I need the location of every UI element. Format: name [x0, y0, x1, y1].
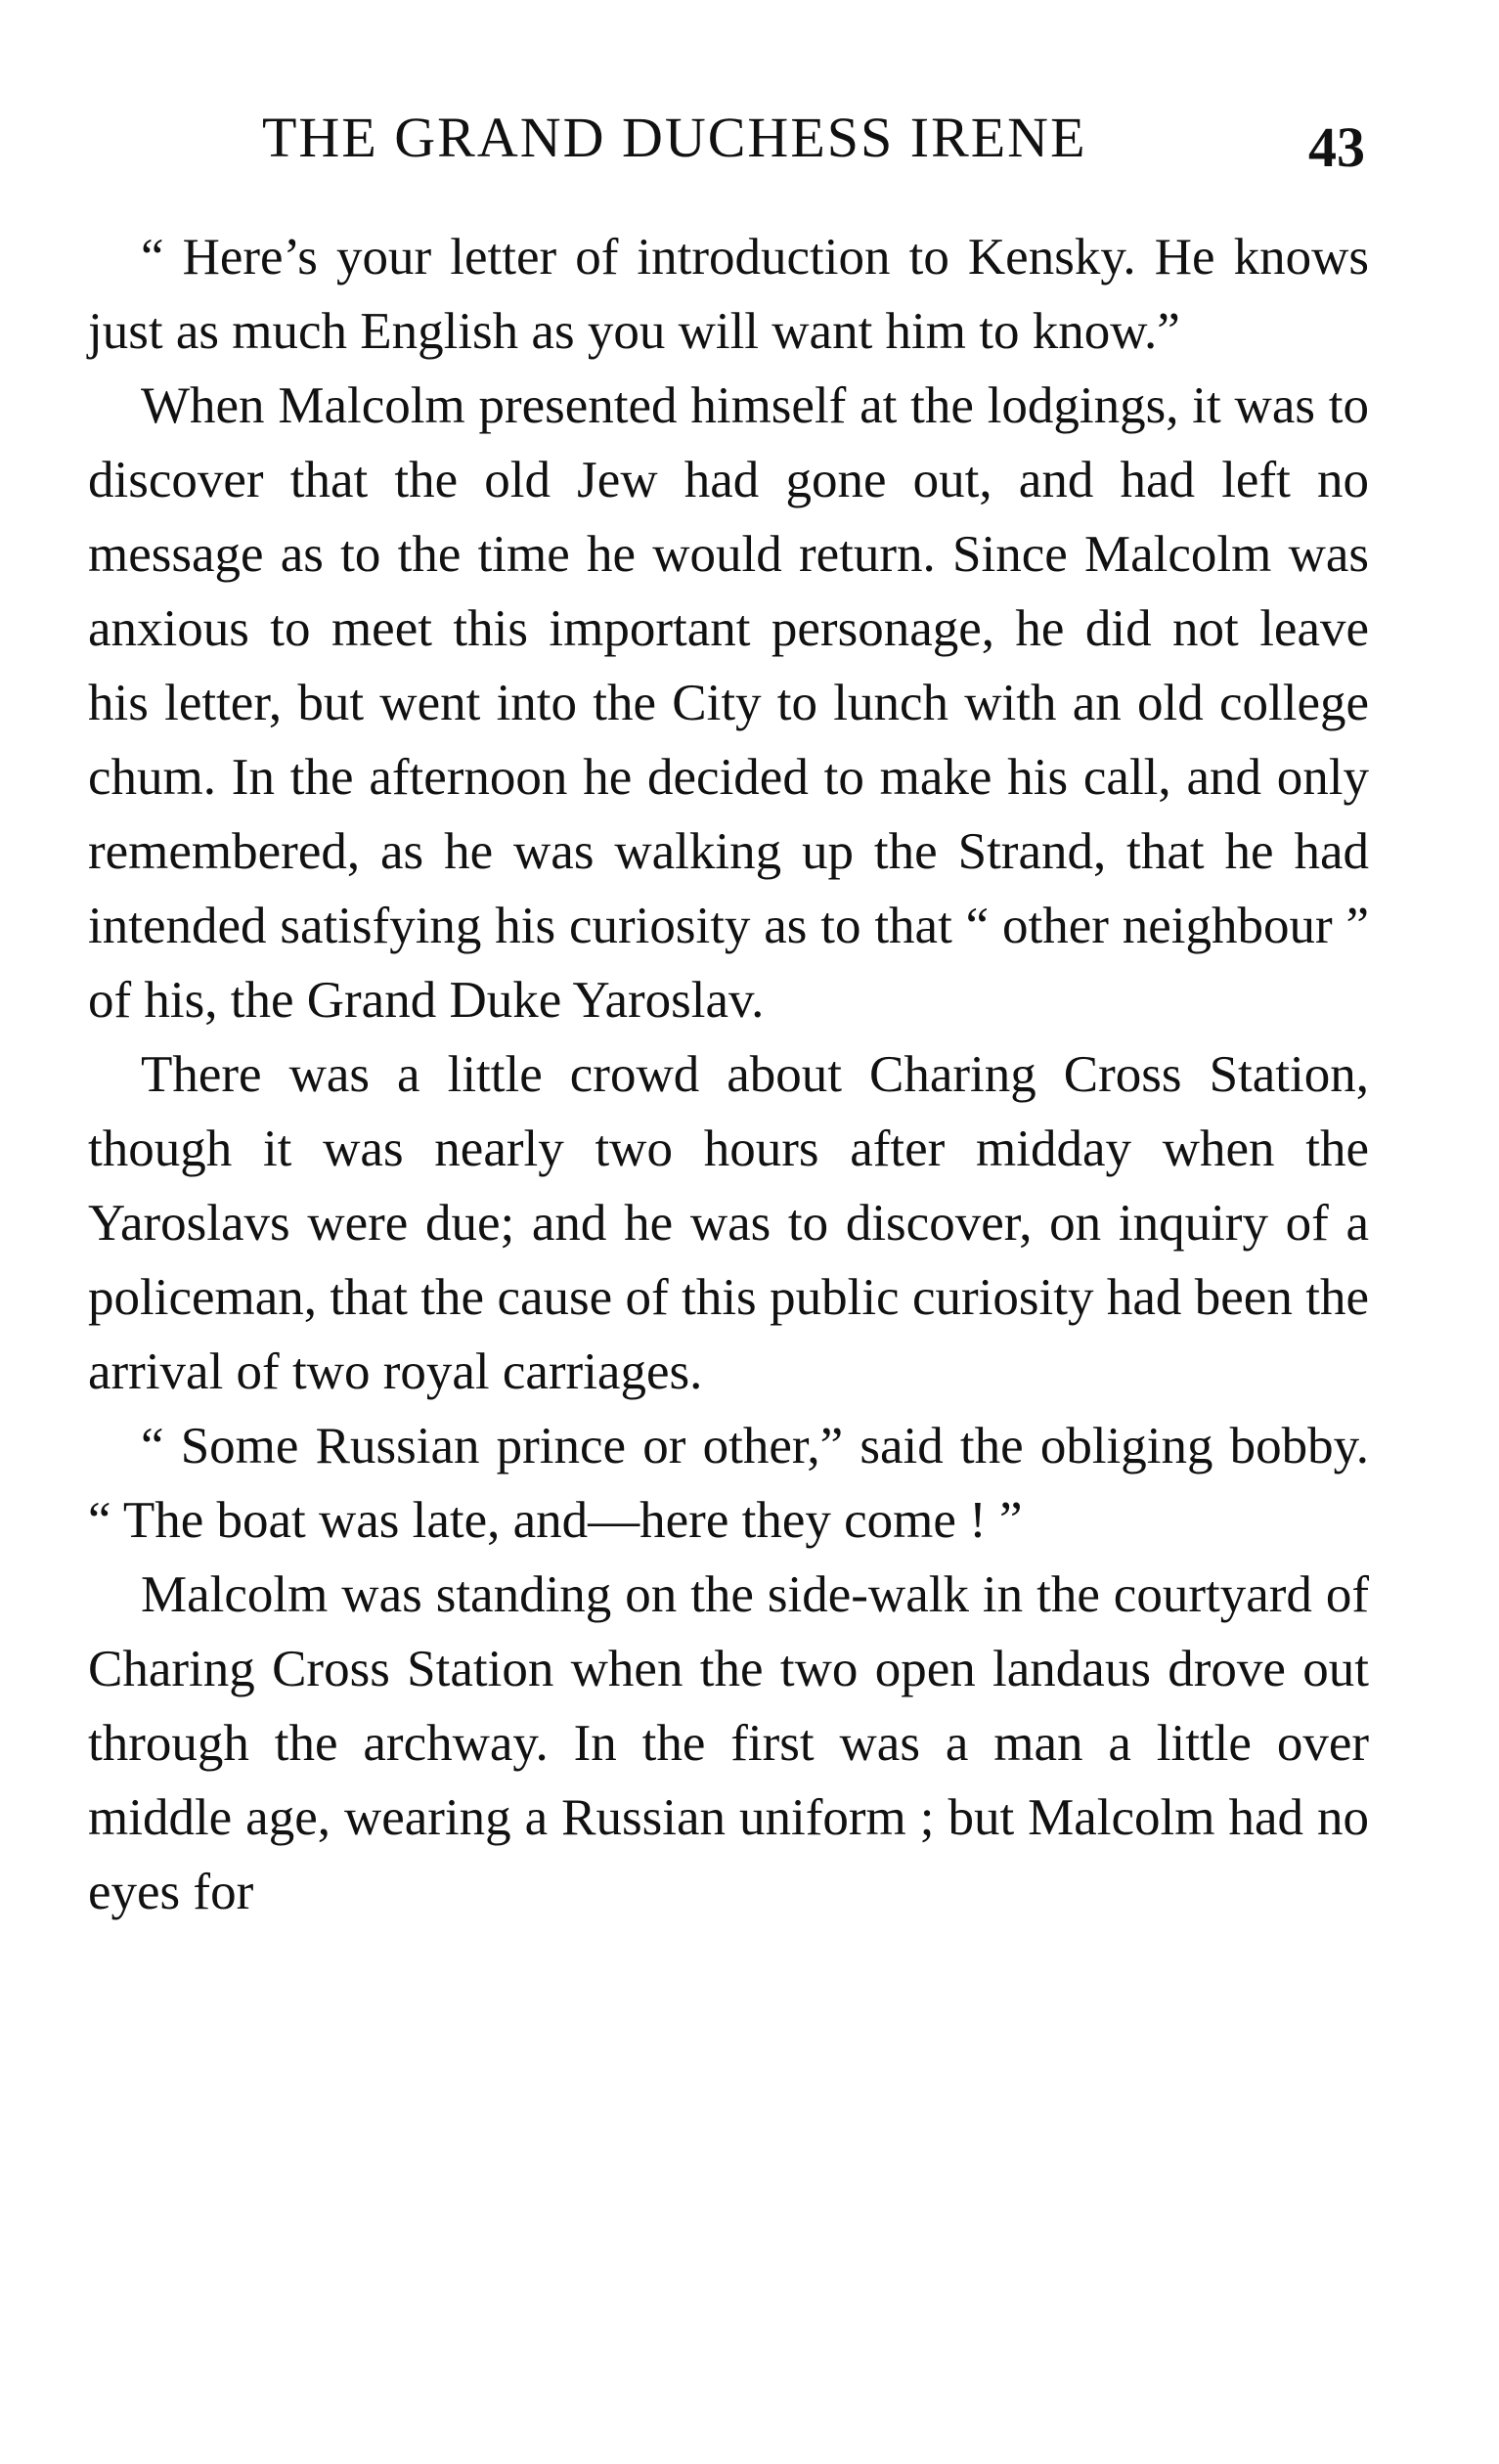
page-number: 43 — [1308, 115, 1365, 179]
paragraph: When Malcolm presented himself at the lodgings, it was to discover that the old Jew had gone out, and had left no message as to the time he would return. Since Malcolm was anxious to meet this important personage, he did not leave his letter, but went into the City to lunch with an old college chum. In the afternoon he decided to make his call, and only remembered, as he was walking up the Strand, that he had intended satisfying his curiosity as to that “ other neighbour ” of his, the Grand Duke Yaroslav. — [88, 377, 1369, 1029]
paragraph: “ Some Russian prince or other,” said the obliging bobby. “ The boat was late, and—here they come ! ” — [88, 1418, 1369, 1549]
paragraph: Malcolm was standing on the side-walk in the courtyard of Charing Cross Station when the two open landaus drove out through the archway. In the first was a man a little over middle age, wearing a Russian uniform ; but Malcolm had no eyes for — [88, 1566, 1369, 1920]
running-title: THE GRAND DUCHESS IRENE — [262, 106, 1087, 169]
paragraph: “ Here’s your letter of introduction to Kensky. He knows just as much English as you will want him to know.” — [88, 229, 1369, 360]
body-text — [88, 220, 1369, 1929]
paragraph: There was a little crowd about Charing Cross Station, though it was nearly two hours after midday when the Yaroslavs were due; and he was to discover, on inquiry of a policeman, that the cause of this public curiosity had been the arrival of two royal carriages. — [88, 1046, 1369, 1400]
